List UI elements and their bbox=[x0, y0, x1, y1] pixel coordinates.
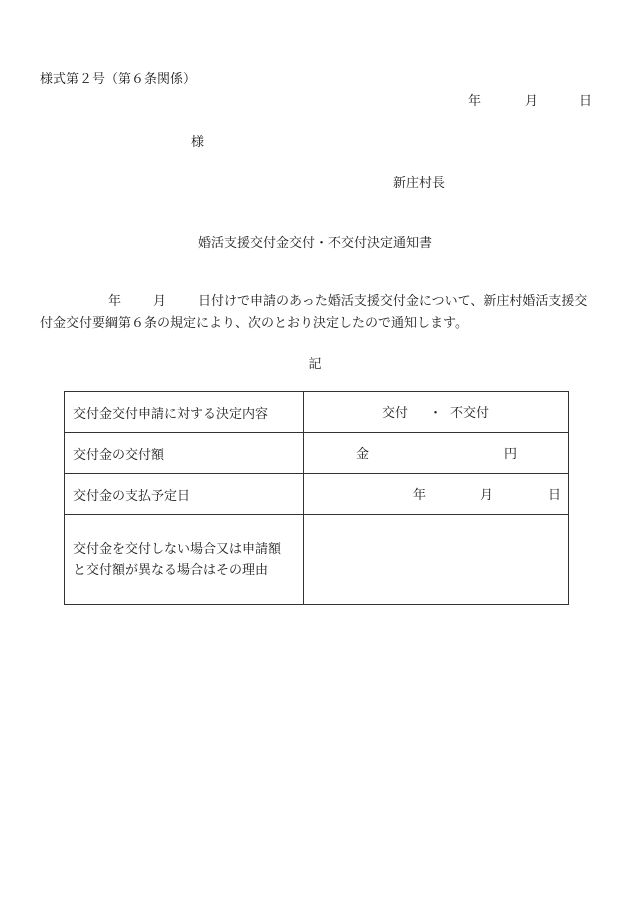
addressee: 様 bbox=[191, 135, 205, 150]
row-label bbox=[65, 515, 304, 605]
issuer: 新庄村長 bbox=[393, 176, 446, 191]
payment-month: 月 bbox=[480, 488, 494, 503]
option-separator: ・ bbox=[429, 406, 443, 421]
amount-unit: 円 bbox=[504, 447, 518, 462]
document-title: 婚活支援交付金交付・不交付決定通知書 bbox=[197, 236, 432, 251]
table-row bbox=[65, 474, 569, 515]
row-label: 交付金交付申請に対する決定内容 bbox=[65, 392, 304, 433]
table-row bbox=[65, 433, 569, 474]
amount-prefix: 金 bbox=[356, 447, 370, 462]
form-number: 様式第２号（第６条関係） bbox=[40, 72, 197, 87]
grant-option: 交付 bbox=[382, 406, 409, 421]
body-year: 年 bbox=[108, 294, 122, 309]
issue-date bbox=[468, 90, 592, 109]
reason-value bbox=[304, 515, 569, 605]
no-grant-option: 不交付 bbox=[450, 406, 490, 421]
row-label: 交付金の交付額 bbox=[65, 433, 304, 474]
body-paragraph bbox=[40, 291, 596, 335]
table-row bbox=[65, 515, 569, 605]
reason-label-line1: 交付金を交付しない場合又は申請額 bbox=[73, 541, 282, 557]
date-year: 年 bbox=[468, 94, 482, 109]
decision-table bbox=[64, 391, 569, 605]
date-month: 月 bbox=[525, 94, 539, 109]
payment-day: 日 bbox=[548, 488, 562, 503]
amount-value bbox=[304, 433, 569, 474]
table-row bbox=[65, 392, 569, 433]
body-month: 月 bbox=[153, 294, 167, 309]
ki-mark: 記 bbox=[308, 357, 322, 372]
reason-label-line2: と交付額が異なる場合はその理由 bbox=[73, 562, 269, 578]
decision-value bbox=[304, 392, 569, 433]
date-day: 日 bbox=[579, 94, 593, 109]
payment-year: 年 bbox=[413, 488, 427, 503]
row-label: 交付金の支払予定日 bbox=[65, 474, 304, 515]
body-text: 日付けで申請のあった婚活支援交付金について、新庄村婚活支援交付金交付要綱第６条の規定により、次のとおり決定したので通知します。 bbox=[40, 294, 588, 331]
payment-date-value bbox=[304, 474, 569, 515]
